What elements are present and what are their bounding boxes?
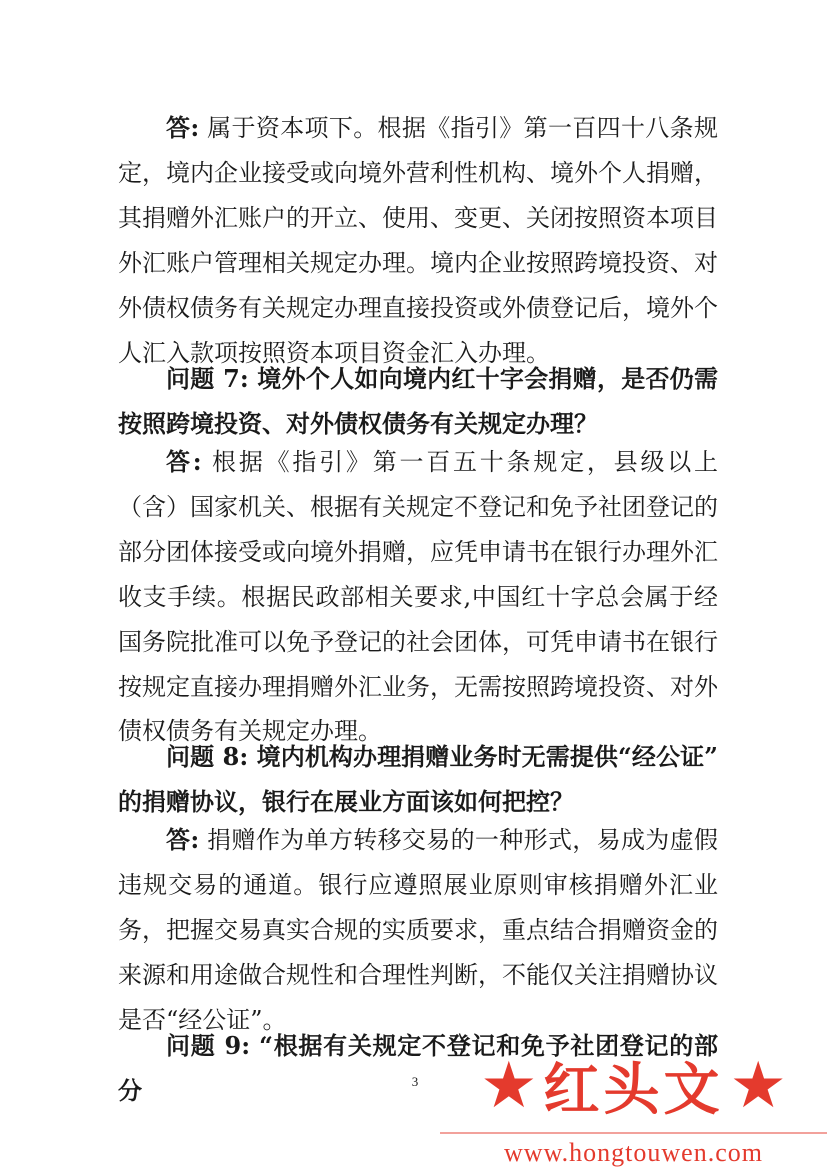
page-number: 3 <box>411 1074 419 1089</box>
question-9: 问题 9: “根据有关规定不登记和免予社团登记的部分 <box>118 1031 718 1105</box>
star-icon: ★ <box>480 1049 538 1123</box>
star-icon: ★ <box>729 1049 787 1123</box>
answer-label: 答: <box>166 447 202 476</box>
answer-label: 答: <box>166 825 200 854</box>
answer-6-paragraph <box>118 106 718 375</box>
answer-text: 捐赠作为单方转移交易的一种形式，易成为虚假违规交易的通道。银行应遵照展业原则审核捐赠外汇业务，把握交易真实合规的实质要求，重点结合捐赠资金的来源和用途做合规性和合理性判断，不能仅关注捐赠协议是否“经公证”。 <box>118 826 718 1034</box>
question-8: 问题 8: 境内机构办理捐赠业务时无需提供“经公证” 的捐赠协议，银行在展业方面该如何把控？ <box>118 742 718 816</box>
watermark-title <box>440 1049 827 1123</box>
answer-7-paragraph <box>118 440 718 754</box>
watermark-text: 红头文 <box>543 1058 724 1123</box>
answer-text: 属于资本项下。根据《指引》第一百四十八条规定，境内企业接受或向境外营利性机构、境外个人捐赠，其捐赠外汇账户的开立、使用、变更、关闭按照资本项目外汇账户管理相关规定办理。境内企业按照跨境投资、对外债权债务有关规定办理直接投资或外债登记后，境外个人汇入款项按照资本项目资金汇入办理。 <box>118 114 718 367</box>
answer-text: 根据《指引》第一百五十条规定，县级以上（含）国家机关、根据有关规定不登记和免予社团登记的部分团体接受或向境外捐赠，应凭申请书在银行办理外汇收支手续。根据民政部相关要求,中国红十字总会属于经国务院批准可以免予登记的社会团体，可凭申请书在银行按规定直接办理捐赠外汇业务，无需按照跨境投资、对外债权债务有关规定办理。 <box>118 448 718 746</box>
question-7: 问题 7: 境外个人如向境内红十字会捐赠，是否仍需按照跨境投资、对外债权债务有关规定办理？ <box>118 364 718 438</box>
answer-label: 答: <box>166 113 200 142</box>
watermark <box>440 1049 827 1170</box>
watermark-url: www.hongtouwen.com <box>504 1138 763 1167</box>
watermark-divider <box>440 1132 827 1134</box>
answer-8-paragraph <box>118 818 718 1043</box>
